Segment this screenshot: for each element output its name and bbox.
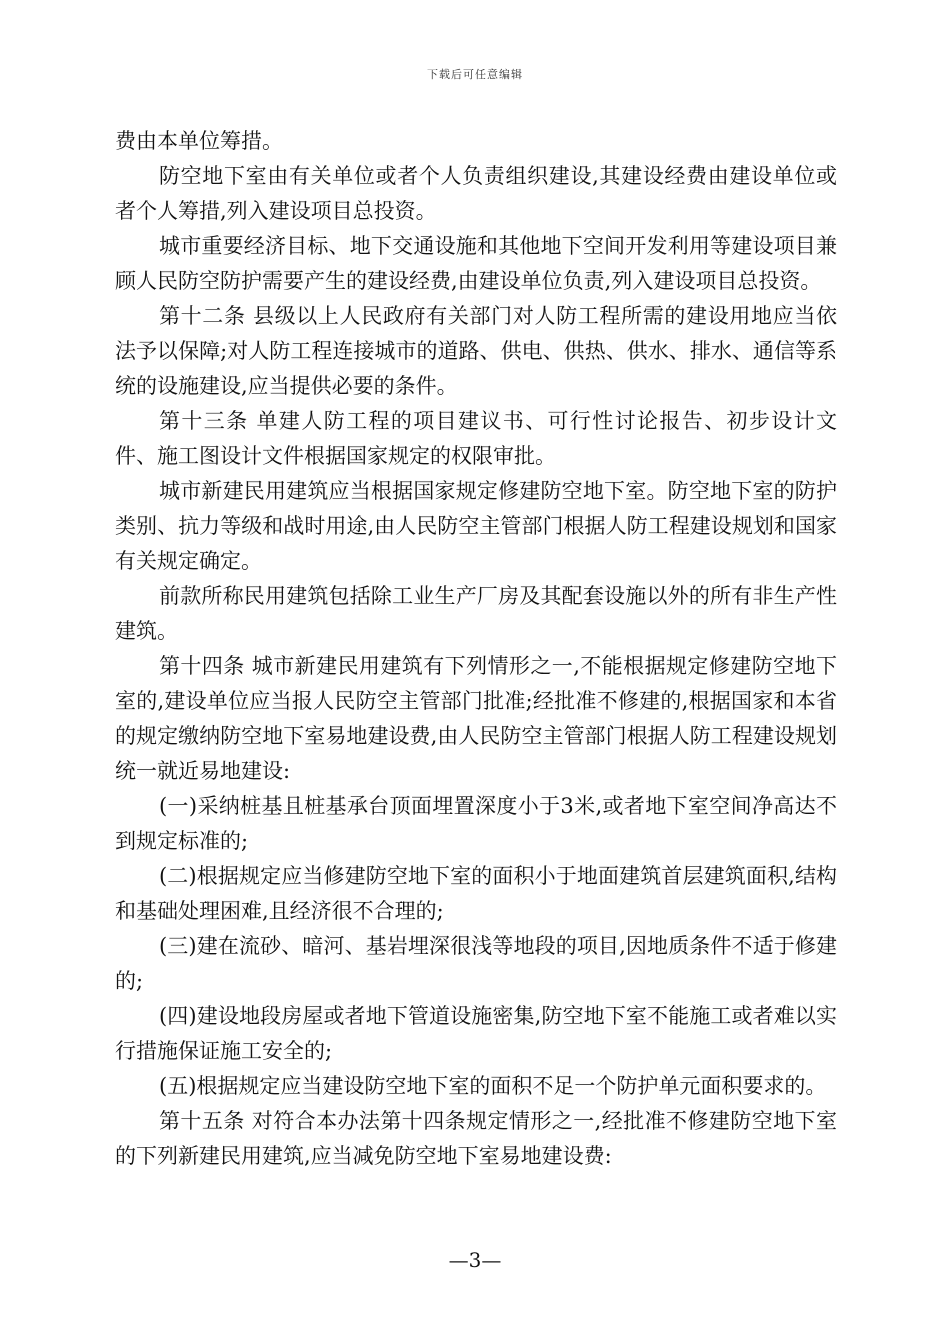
article-14-item-4: (四)建设地段房屋或者地下管道设施密集,防空地下室不能施工或者难以实行措施保证施工安全的; [115, 1004, 837, 1063]
paragraph-6: 城市新建民用建筑应当根据国家规定修建防空地下室。防空地下室的防护类别、抗力等级和战时用途,由人民防空主管部门根据人防工程建设规划和国家有关规定确定。 [115, 479, 837, 573]
document-body [115, 124, 837, 1174]
article-14: 第十四条 城市新建民用建筑有下列情形之一,不能根据规定修建防空地下室的,建设单位应当报人民防空主管部门批准;经批准不修建的,根据国家和本省的规定缴纳防空地下室易地建设费,由人民防空主管部门根据人防工程建设规划统一就近易地建设: [115, 654, 837, 783]
article-12: 第十二条 县级以上人民政府有关部门对人防工程所需的建设用地应当依法予以保障;对人防工程连接城市的道路、供电、供热、供水、排水、通信等系统的设施建设,应当提供必要的条件。 [115, 304, 837, 398]
paragraph-7: 前款所称民用建筑包括除工业生产厂房及其配套设施以外的所有非生产性建筑。 [115, 584, 837, 643]
article-14-item-1: (一)采纳桩基且桩基承台顶面埋置深度小于3米,或者地下室空间净高达不到规定标准的; [115, 794, 837, 853]
article-15: 第十五条 对符合本办法第十四条规定情形之一,经批准不修建防空地下室的下列新建民用建筑,应当减免防空地下室易地建设费: [115, 1109, 837, 1168]
article-14-item-2: (二)根据规定应当修建防空地下室的面积小于地面建筑首层建筑面积,结构和基础处理困难,且经济很不合理的; [115, 864, 837, 923]
paragraph-2: 防空地下室由有关单位或者个人负责组织建设,其建设经费由建设单位或者个人筹措,列入建设项目总投资。 [115, 164, 837, 223]
paragraph-1: 费由本单位筹措。 [115, 129, 283, 153]
page-number: —3— [448, 1248, 502, 1272]
article-13: 第十三条 单建人防工程的项目建议书、可行性讨论报告、初步设计文件、施工图设计文件根据国家规定的权限审批。 [115, 409, 837, 468]
paragraph-3: 城市重要经济目标、地下交通设施和其他地下空间开发利用等建设项目兼顾人民防空防护需要产生的建设经费,由建设单位负责,列入建设项目总投资。 [115, 234, 837, 293]
page-header: 下载后可任意编辑 [427, 68, 523, 81]
article-14-item-3: (三)建在流砂、暗河、基岩埋深很浅等地段的项目,因地质条件不适于修建的; [115, 934, 837, 993]
article-14-item-5: (五)根据规定应当建设防空地下室的面积不足一个防护单元面积要求的。 [159, 1074, 827, 1098]
